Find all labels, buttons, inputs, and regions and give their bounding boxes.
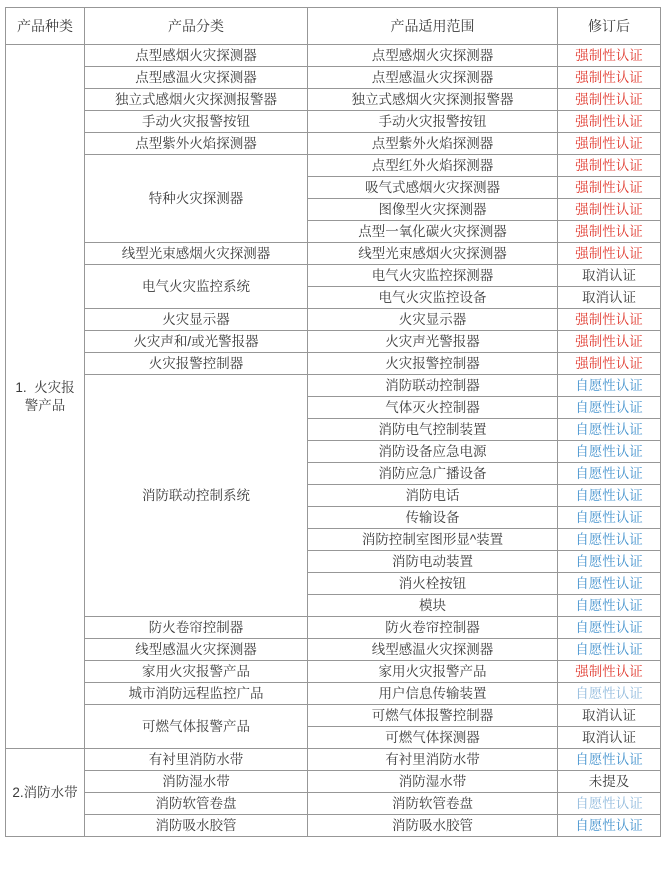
status-cell: 自愿性认证 [558,793,661,815]
status-cell: 自愿性认证 [558,419,661,441]
status-cell: 强制性认证 [558,67,661,89]
scope-cell: 点型一氧化碳火灾探测器 [308,221,558,243]
scope-cell: 线型光束感烟火灾探测器 [308,243,558,265]
scope-cell: 消防联动控制器 [308,375,558,397]
scope-cell: 点型紫外火焰探测器 [308,133,558,155]
status-cell: 强制性认证 [558,111,661,133]
scope-cell: 消防应急广播设备 [308,463,558,485]
table-row [6,133,661,155]
scope-cell: 气体灭火控制器 [308,397,558,419]
status-cell: 强制性认证 [558,133,661,155]
category-label-line: 1. 火灾报 [15,379,75,395]
classification-cell: 独立式感烟火灾探测报警器 [85,89,308,111]
classification-cell: 火灾显示器 [85,309,308,331]
status-cell: 自愿性认证 [558,617,661,639]
scope-cell: 火灾显示器 [308,309,558,331]
certification-table [5,7,661,837]
header-classification: 产品分类 [85,8,308,45]
status-cell: 自愿性认证 [558,441,661,463]
classification-cell: 可燃气体报警产品 [85,705,308,749]
classification-cell: 点型感烟火灾探测器 [85,45,308,67]
table-row [6,617,661,639]
table-header [6,8,661,45]
status-cell: 强制性认证 [558,155,661,177]
scope-cell: 点型红外火焰探测器 [308,155,558,177]
status-cell: 强制性认证 [558,177,661,199]
classification-cell: 点型感温火灾探测器 [85,67,308,89]
status-cell: 强制性认证 [558,331,661,353]
table-row [6,353,661,375]
status-cell: 取消认证 [558,287,661,309]
status-cell: 自愿性认证 [558,595,661,617]
table-row [6,815,661,837]
classification-cell: 消防联动控制系统 [85,375,308,617]
classification-cell: 消防软管卷盘 [85,793,308,815]
scope-cell: 模块 [308,595,558,617]
status-cell: 自愿性认证 [558,397,661,419]
table-row [6,661,661,683]
status-cell: 自愿性认证 [558,507,661,529]
header-revision: 修订后 [558,8,661,45]
scope-cell: 独立式感烟火灾探测报警器 [308,89,558,111]
scope-cell: 手动火灾报警按钮 [308,111,558,133]
status-cell: 自愿性认证 [558,573,661,595]
classification-cell: 消防吸水胶管 [85,815,308,837]
table-body [6,45,661,837]
table-row [6,309,661,331]
classification-cell: 电气火灾监控系统 [85,265,308,309]
table-row [6,375,661,397]
scope-cell: 点型感烟火灾探测器 [308,45,558,67]
table-row [6,331,661,353]
classification-cell: 防火卷帘控制器 [85,617,308,639]
classification-cell: 线型感温火灾探测器 [85,639,308,661]
status-cell: 自愿性认证 [558,815,661,837]
table-row [6,67,661,89]
status-cell: 未提及 [558,771,661,793]
scope-cell: 消防设备应急电源 [308,441,558,463]
classification-cell: 有衬里消防水带 [85,749,308,771]
category-cell [6,45,85,749]
scope-cell: 有衬里消防水带 [308,749,558,771]
table-row [6,243,661,265]
category-label-line: 2.消防水带 [12,784,78,800]
table-row [6,705,661,727]
status-cell: 强制性认证 [558,309,661,331]
table-row [6,639,661,661]
classification-cell: 火灾声和/或光警报器 [85,331,308,353]
classification-cell: 消防湿水带 [85,771,308,793]
classification-cell: 点型紫外火焰探测器 [85,133,308,155]
scope-cell: 用户信息传输装置 [308,683,558,705]
scope-cell: 防火卷帘控制器 [308,617,558,639]
scope-cell: 电气火灾监控探测器 [308,265,558,287]
classification-cell: 火灾报警控制器 [85,353,308,375]
classification-cell: 特种火灾探测器 [85,155,308,243]
scope-cell: 消防控制室图形显^装置 [308,529,558,551]
scope-cell: 消火栓按钮 [308,573,558,595]
status-cell: 自愿性认证 [558,749,661,771]
scope-cell: 火灾报警控制器 [308,353,558,375]
table-row [6,155,661,177]
status-cell: 强制性认证 [558,221,661,243]
scope-cell: 火灾声光警报器 [308,331,558,353]
status-cell: 自愿性认证 [558,683,661,705]
scope-cell: 吸气式感烟火灾探测器 [308,177,558,199]
scope-cell: 消防电动装置 [308,551,558,573]
header-scope: 产品适用范围 [308,8,558,45]
header-category: 产品种类 [6,8,85,45]
status-cell: 自愿性认证 [558,485,661,507]
header-row [6,8,661,45]
scope-cell: 线型感温火灾探测器 [308,639,558,661]
classification-cell: 家用火灾报警产品 [85,661,308,683]
table-row [6,793,661,815]
table-row [6,111,661,133]
status-cell: 强制性认证 [558,243,661,265]
status-cell: 强制性认证 [558,199,661,221]
status-cell: 取消认证 [558,705,661,727]
status-cell: 强制性认证 [558,45,661,67]
status-cell: 自愿性认证 [558,375,661,397]
scope-cell: 可燃气体探测器 [308,727,558,749]
category-cell [6,749,85,837]
table-row [6,683,661,705]
status-cell: 自愿性认证 [558,551,661,573]
classification-cell: 城市消防远程监控广品 [85,683,308,705]
status-cell: 自愿性认证 [558,529,661,551]
status-cell: 取消认证 [558,727,661,749]
table-row [6,749,661,771]
scope-cell: 电气火灾监控设备 [308,287,558,309]
table-row [6,45,661,67]
status-cell: 取消认证 [558,265,661,287]
scope-cell: 可燃气体报警控制器 [308,705,558,727]
scope-cell: 图像型火灾探测器 [308,199,558,221]
status-cell: 自愿性认证 [558,463,661,485]
table-row [6,771,661,793]
status-cell: 强制性认证 [558,89,661,111]
classification-cell: 线型光束感烟火灾探测器 [85,243,308,265]
category-label-line: 警产品 [24,397,66,413]
scope-cell: 消防电气控制装置 [308,419,558,441]
scope-cell: 消防电话 [308,485,558,507]
table-row [6,265,661,287]
scope-cell: 点型感温火灾探测器 [308,67,558,89]
table-row [6,89,661,111]
status-cell: 自愿性认证 [558,639,661,661]
classification-cell: 手动火灾报警按钮 [85,111,308,133]
scope-cell: 消防软管卷盘 [308,793,558,815]
scope-cell: 消防湿水带 [308,771,558,793]
scope-cell: 消防吸水胶管 [308,815,558,837]
scope-cell: 家用火灾报警产品 [308,661,558,683]
status-cell: 强制性认证 [558,661,661,683]
status-cell: 强制性认证 [558,353,661,375]
scope-cell: 传输设备 [308,507,558,529]
